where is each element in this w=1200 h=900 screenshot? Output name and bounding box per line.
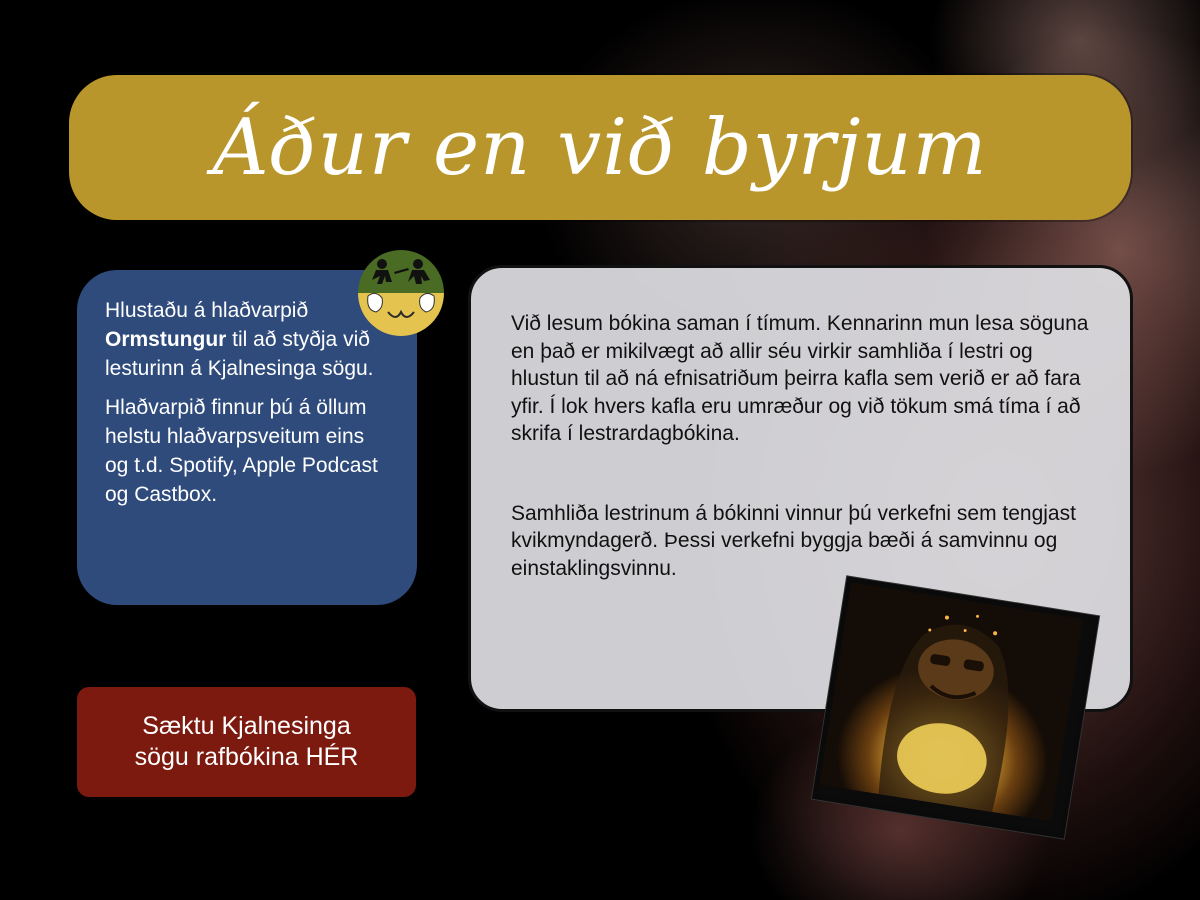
- reading-info-paragraph-2: Samhliða lestrinum á bókinni vinnur þú verkefni sem tengjast kvikmyndagerð. Þessi verkefni byggja bæði á samvinnu og einstaklingsvinnu.: [511, 501, 1076, 580]
- podcast-info-box: [77, 270, 417, 605]
- podcast-platforms-text: Hlaðvarpið finnur þú á öllum helstu hlaðvarpsveitum eins og t.d. Spotify, Apple Podcast og Castbox.: [105, 396, 378, 506]
- ormstungur-logo: [358, 250, 444, 336]
- download-button-line1: Sæktu Kjalnesinga: [142, 712, 351, 740]
- page-title: Áður en við byrjum: [212, 102, 988, 193]
- podcast-intro-end: til að styðja við lesturinn á Kjalnesinga sögu.: [105, 328, 374, 380]
- download-ebook-button[interactable]: [77, 687, 416, 797]
- podcast-name: Ormstungur: [105, 328, 227, 351]
- podcast-intro-start: Hlustaðu á hlaðvarpið: [105, 299, 309, 322]
- reading-info-paragraph-1: Við lesum bókina saman í tímum. Kennarinn mun lesa söguna en það er mikilvægt að allir séu virkir samhliða í lestri og hlustun til að ná efnisatriðum þeirra kafla sem verið er að fara yfir. Í lok hvers kafla eru umræður og við tökum smá tíma í að skrifa í lestrardagbókina.: [511, 312, 1089, 445]
- podcast-intro-text: [105, 296, 389, 383]
- carved-idol-image: [812, 576, 1099, 838]
- title-banner: [69, 75, 1131, 220]
- download-button-line2: sögu rafbókina HÉR: [134, 743, 359, 771]
